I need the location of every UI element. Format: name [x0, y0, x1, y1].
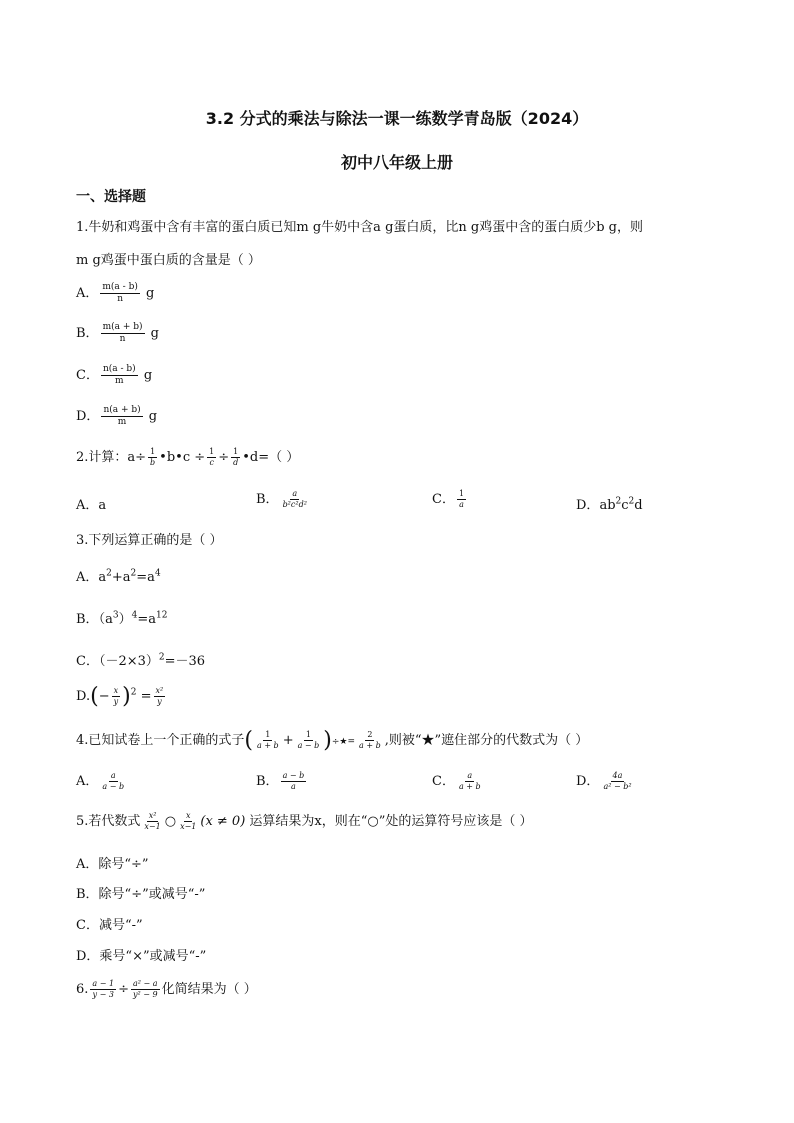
- q5-option-a: A．除号“÷”: [76, 857, 149, 872]
- q1-option-d: D． $\frac{n(a + b)}{m}$ g: [76, 405, 158, 427]
- q3-option-c: C．$(-2\times 3)^2=-36$: [76, 652, 206, 669]
- page-title: 3.2 分式的乘法与除法一课一练数学青岛版（2024）: [205, 109, 589, 128]
- q4-option-a: A． $\frac{a}{a - b}$: [76, 771, 125, 791]
- q5-stem: 5.若代数式 $\frac{\text{x²}}{x-1}$ ○ $\frac{x}{x-1}$ (x ≠ 0) 运算结果为x，则在“○”处的运算符号应该是（ ）: [76, 811, 533, 831]
- q3-option-d: D.(− $\frac{x}{y}$ )$^2$ = $\frac{\text{x²}}{y}$: [76, 684, 164, 709]
- q2-stem: 2.计算：a÷ $\frac{1}{b}$ •b•c ÷ $\frac{1}{c}$ ÷ $\frac{1}{d}$ •d=（ ）: [76, 447, 300, 467]
- q2-option-d: D．$ab^2c^2d$: [576, 496, 643, 513]
- q1-option-c: C． $\frac{n(a - b)}{m}$ g: [76, 364, 153, 386]
- q6-stem: 6. $\frac{a - 1}{y - 3}$ ÷ $\frac{\text{a² − a}}{\text{y² − 9}}$ 化简结果为（ ）: [76, 979, 257, 999]
- q1-option-b: B． $\frac{m(a + b)}{n}$ g: [76, 322, 159, 344]
- q3-option-a: A．$a^2+a^2=a^4$: [76, 568, 161, 585]
- q5-option-b: B．除号“÷”或减号“-”: [76, 887, 206, 902]
- q1-stem-line1: 1.牛奶和鸡蛋中含有丰富的蛋白质已知m g牛奶中含a g蛋白质，比n g鸡蛋中含的蛋白质少b g，则: [76, 220, 643, 235]
- q5-option-d: D．乘号“×”或减号“-”: [76, 949, 207, 964]
- q4-stem: 4.已知试卷上一个正确的式子( $\frac{1}{a + b}$ + $\frac{1}{a - b}$ )÷★= $\frac{2}{a + b}$ ,则被“★”遮住部分的代数式为（ ）: [76, 728, 589, 753]
- q5-option-c: C．减号“-”: [76, 918, 143, 933]
- q1-option-a: A． $\frac{m(a - b)}{n}$ g: [76, 282, 155, 304]
- q4-option-b: B． $\frac{a - b}{a}$: [256, 771, 305, 791]
- q4-option-c: C． $\frac{a}{a + b}$: [432, 771, 481, 791]
- page-subtitle: 初中八年级上册: [340, 153, 453, 172]
- q3-stem: 3.下列运算正确的是（ ）: [76, 533, 223, 548]
- section-heading: 一、选择题: [76, 189, 146, 205]
- q2-option-c: C． $\frac{1}{a}$: [432, 489, 465, 509]
- q4-option-d: D． $\frac{4a}{\text{a² − b²}}$: [576, 771, 632, 791]
- q1-stem-line2: m g鸡蛋中蛋白质的含量是（ ）: [76, 253, 261, 268]
- q2-option-b: B． $\frac{a}{\text{b²c²d²}}$: [256, 489, 307, 509]
- q2-option-a: A．a: [76, 498, 107, 513]
- q3-option-b: B．$(a^3)^4=a^{12}$: [76, 610, 168, 627]
